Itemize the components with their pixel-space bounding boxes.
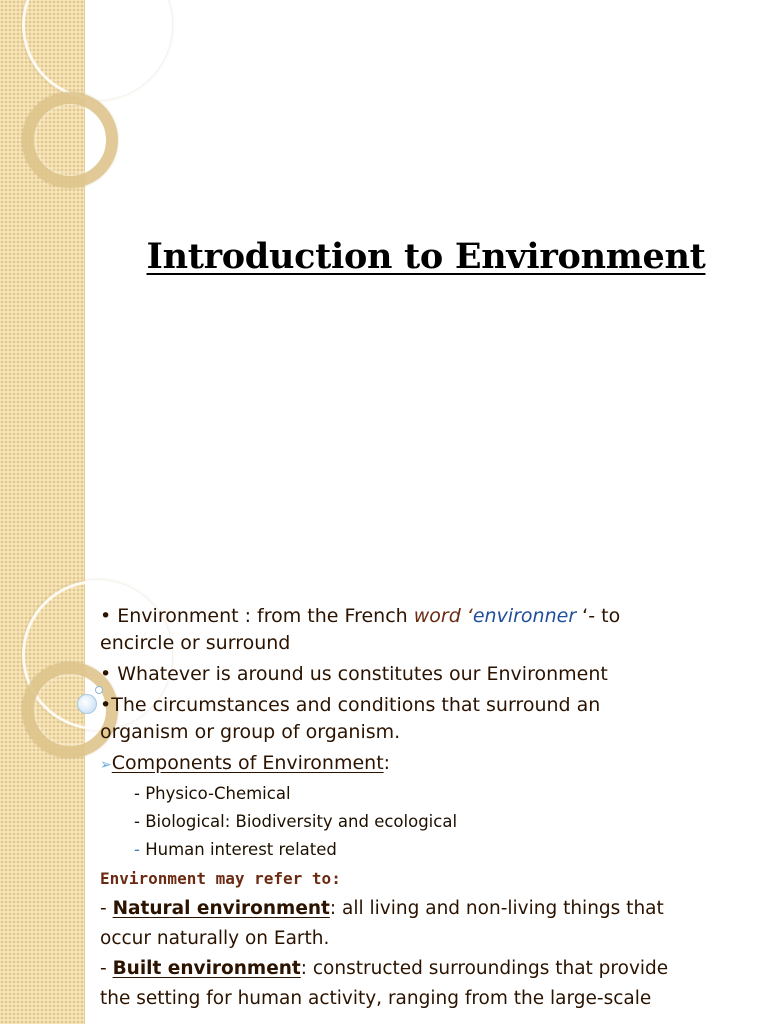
bullet-environment-definition xyxy=(100,603,740,630)
bullet-text-end: ‘- to xyxy=(576,605,621,627)
built-environment-definition: - Built environment: constructed surroundings that provide xyxy=(100,958,669,979)
slide-title: Introduction to Environment xyxy=(146,236,706,277)
component-item: - Human interest related xyxy=(134,840,337,859)
ring-decoration-icon xyxy=(22,0,172,100)
french-word: environner xyxy=(472,605,577,627)
decorative-side-strip xyxy=(0,576,85,1024)
bubble-decoration-icon xyxy=(77,694,97,714)
components-label: Components of Environment xyxy=(111,752,384,774)
natural-environment-definition-cont: occur naturally on Earth. xyxy=(100,928,330,949)
slide-content xyxy=(100,603,740,1014)
bullet-text: • Environment : from the French xyxy=(100,605,414,627)
bullet-environment-definition-cont: encircle or surround xyxy=(100,632,291,654)
component-item: - Physico-Chemical xyxy=(134,784,291,803)
refer-heading: Environment may refer to: xyxy=(100,869,341,888)
components-heading xyxy=(100,748,740,780)
components-colon: : xyxy=(383,752,391,774)
thick-ring-decoration-icon xyxy=(22,92,118,188)
built-environment-term: Built environment xyxy=(112,958,301,979)
built-environment-definition-cont: the setting for human activity, ranging from the large-scale xyxy=(100,988,652,1009)
bullet-circumstances-cont: organism or group of organism. xyxy=(100,721,401,743)
natural-environment-definition: - Natural environment: all living and non-living things that xyxy=(100,898,664,919)
arrow-bullet-icon: ➢ xyxy=(100,757,112,773)
natural-environment-term: Natural environment xyxy=(112,898,330,919)
italic-word: word ‘ xyxy=(413,605,473,627)
content-slide xyxy=(0,576,768,1024)
component-item: - Biological: Biodiversity and ecological xyxy=(134,812,458,831)
bullet-whatever: • Whatever is around us constitutes our Environment xyxy=(100,663,608,685)
decorative-side-strip xyxy=(0,0,85,576)
bullet-circumstances: •The circumstances and conditions that surround an xyxy=(100,694,601,716)
